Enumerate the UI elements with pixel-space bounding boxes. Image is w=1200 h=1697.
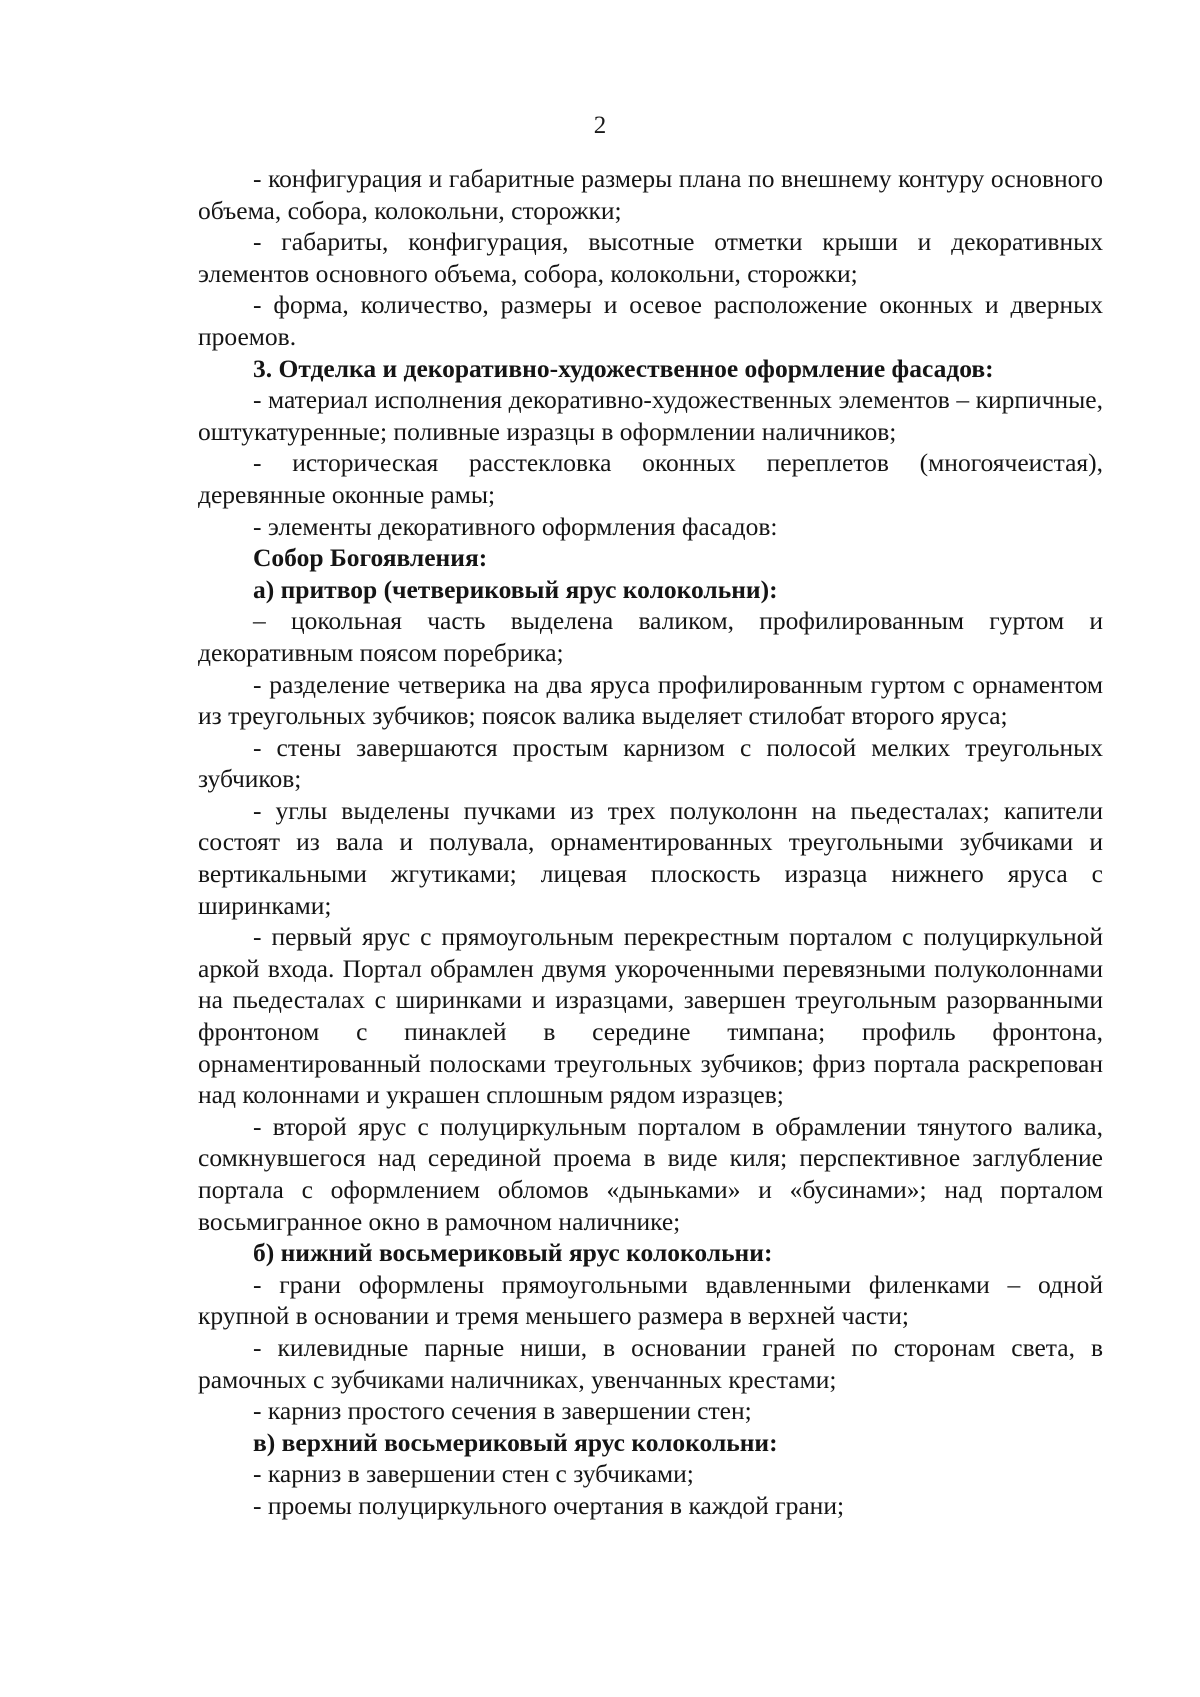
document-body — [198, 163, 1103, 1522]
paragraph: - стены завершаются простым карнизом с полосой мелких треугольных зубчиков; — [198, 732, 1103, 794]
paragraph: - грани оформлены прямоугольными вдавленными филенками – одной крупной в основании и тремя меньшего размера в верхней части; — [198, 1269, 1103, 1331]
paragraph: - элементы декоративного оформления фасадов: — [253, 511, 778, 541]
paragraph: - второй ярус с полуциркульным порталом в обрамлении тянутого валика, сомкнувшегося над серединой проема в виде киля; перспективное заглубление портала с оформлением обломов «дыньками» и «бусинами»; над порталом восьмигранное окно в рамочном наличнике; — [198, 1111, 1103, 1236]
subsection-heading: в) верхний восьмериковый ярус колокольни: — [253, 1427, 778, 1457]
subsection-heading: б) нижний восьмериковый ярус колокольни: — [253, 1238, 773, 1268]
paragraph: - килевидные парные ниши, в основании граней по сторонам света, в рамочных с зубчиками наличниках, увенчанных крестами; — [198, 1332, 1103, 1394]
paragraph: - форма, количество, размеры и осевое расположение оконных и дверных проемов. — [198, 290, 1103, 351]
subsection-heading: Собор Богоявления: — [253, 543, 488, 573]
paragraph: - карниз в завершении стен с зубчиками; — [253, 1459, 694, 1489]
paragraph: - проемы полуциркульного очертания в каждой грани; — [253, 1490, 845, 1520]
paragraph: - материал исполнения декоративно-художественных элементов – кирпичные, оштукатуренные; поливные изразцы в оформлении наличников; — [198, 385, 1103, 446]
paragraph: - конфигурация и габаритные размеры плана по внешнему контуру основного объема, собора, колокольни, сторожки; — [198, 164, 1103, 225]
paragraph: - историческая расстекловка оконных переплетов (многоячеистая), деревянные оконные рамы; — [198, 448, 1103, 509]
page-number: 2 — [593, 112, 607, 139]
paragraph: - разделение четверика на два яруса профилированным гуртом с орнаментом из треугольных зубчиков; поясок валика выделяет стилобат второго яруса; — [198, 669, 1103, 731]
paragraph: - карниз простого сечения в завершении стен; — [253, 1396, 752, 1426]
paragraph: - габариты, конфигурация, высотные отметки крыши и декоративных элементов основного объема, собора, колокольни, сторожки; — [198, 227, 1103, 288]
subsection-heading: а) притвор (четвериковый ярус колокольни): — [253, 574, 778, 604]
section-heading: 3. Отделка и декоративно-художественное оформление фасадов: — [253, 353, 994, 383]
paragraph: - первый ярус с прямоугольным перекрестным порталом с полуциркульной аркой входа. Портал обрамлен двумя укороченными перевязными полуколоннами на пьедесталах с ширинками и изразцами, завершен треугольным разорванными фронтоном с пинаклей в середине тимпана; профиль фронтона, орнаментированный полосками треугольных зубчиков; фриз портала раскрепован над колоннами и украшен сплошным рядом изразцев; — [198, 922, 1103, 1110]
paragraph: - углы выделены пучками из трех полуколонн на пьедесталах; капители состоят из вала и полувала, орнаментированных треугольными зубчиками и вертикальными жгутиками; лицевая плоскость изразца нижнего яруса с ширинками; — [198, 795, 1103, 920]
paragraph: – цокольная часть выделена валиком, профилированным гуртом и декоративным поясом поребрика; — [198, 606, 1103, 667]
